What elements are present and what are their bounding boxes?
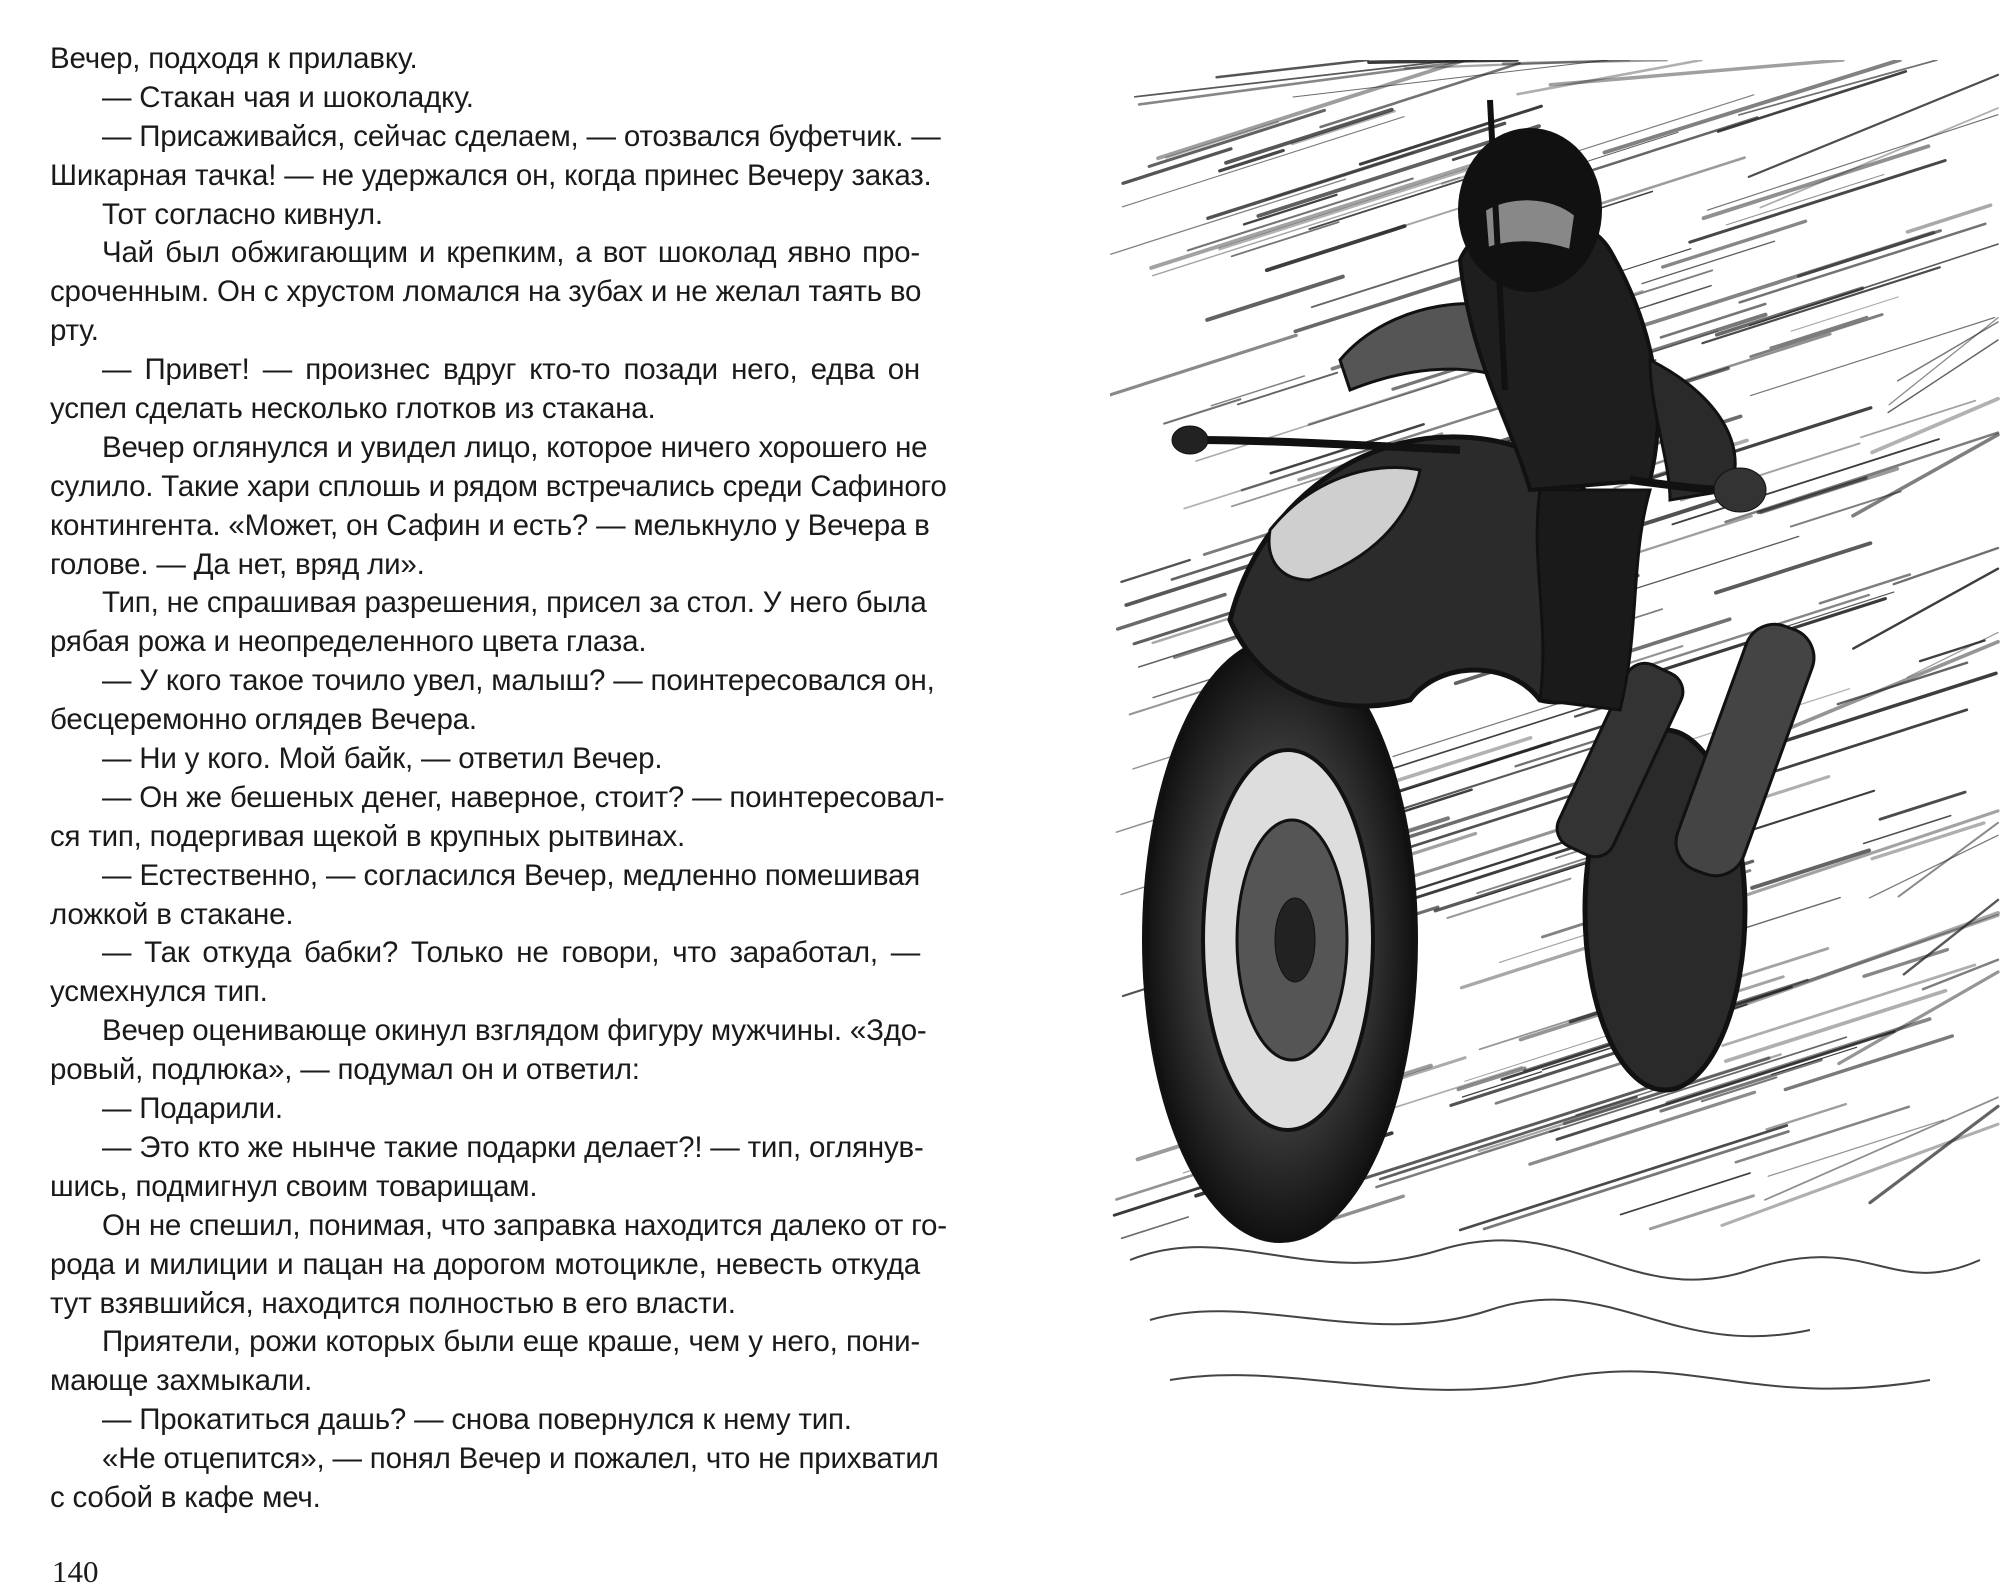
speed-line [1605, 60, 1900, 153]
text-line: — Подарили. [102, 1092, 283, 1126]
text-line: ся тип, подергивая щекой в крупных рытвинах. [50, 819, 685, 853]
speed-line [1380, 1097, 1636, 1179]
text-line: рода и милиции и пацан на дорогом мотоцикле, невесть откуда [50, 1247, 920, 1281]
text-line: — Так откуда бабки? Только не говори, что заработал, — [102, 936, 920, 970]
speed-line [1869, 835, 1998, 898]
text-line: тут взявшийся, находится полностью в его власти. [50, 1286, 736, 1320]
speed-line [1207, 277, 1343, 320]
speed-line [1642, 241, 1775, 283]
text-column [50, 40, 947, 1518]
text-line: Тот согласно кивнул. [102, 197, 383, 231]
text-line: Вечер оценивающе окинул взглядом фигуру мужчины. «Здо- [102, 1014, 927, 1048]
speed-line [1751, 318, 1995, 396]
text-line: ложкой в стакане. [50, 897, 294, 931]
speed-line [1164, 399, 1240, 423]
speed-line [1211, 376, 1304, 406]
speed-line [1904, 900, 1998, 975]
speed-line [1716, 913, 1998, 1015]
speed-line [1749, 75, 1998, 177]
speed-line [1761, 469, 1897, 513]
speed-line [1907, 633, 1998, 678]
ground-splash [1130, 1240, 1980, 1389]
speed-line [1838, 663, 1967, 704]
speed-line [1820, 575, 1910, 604]
speed-line [1716, 543, 1871, 593]
speed-line [1740, 224, 1986, 303]
text-line: Тип, не спрашивая разрешения, присел за стол. У него была [102, 586, 927, 620]
speed-line [1151, 165, 1474, 268]
speed-line [1226, 110, 1392, 163]
text-line: — Ни у кого. Мой байк, — ответил Вечер. [102, 742, 663, 776]
speed-line [1468, 859, 1601, 902]
text-line: Чай был обжигающим и крепким, а вот шоколад явно про- [102, 236, 920, 270]
speed-line [1880, 792, 1965, 819]
motorcycle-illustration [1110, 60, 2000, 1500]
speed-line [1244, 195, 1337, 225]
text-line: Вечер оглянулся и увидел лицо, которое ничего хорошего не [102, 430, 928, 464]
speed-line [1114, 1187, 1201, 1215]
speed-line [1739, 60, 1937, 115]
speed-line [1770, 317, 1867, 348]
speed-line [1690, 161, 1945, 243]
text-line: Он не спешил, понимая, что заправка находится далеко от го- [102, 1208, 947, 1242]
speed-line [1122, 1217, 1189, 1238]
speed-line [1767, 1104, 1846, 1129]
text-line: с собой в кафе меч. [50, 1480, 321, 1514]
speed-line [1907, 205, 1990, 232]
speed-line [1376, 1129, 1559, 1188]
speed-line [1894, 548, 1998, 584]
speed-line [1704, 146, 1929, 218]
speed-line [1752, 850, 1869, 888]
speed-line [1718, 71, 1906, 131]
speed-line [1853, 569, 1998, 649]
speed-line [1923, 960, 1998, 990]
speed-line [1707, 115, 1998, 211]
motorcycle [1145, 100, 1822, 1240]
text-line: сроченным. Он с хрустом ломался на зубах и не желал таять во [50, 275, 922, 309]
speed-line [1217, 60, 1368, 77]
text-line: — Он же бешеных денег, наверное, стоит? — поинтересовал- [102, 780, 945, 814]
text-line: — У кого такое точило увел, малыш? — поинтересовался он, [102, 664, 935, 698]
text-line: бесцеремонно оглядев Вечера. [50, 703, 477, 737]
speed-line [1518, 60, 1702, 94]
text-line: — Естественно, — согласился Вечер, медленно помешивая [102, 858, 920, 892]
speed-line [1238, 373, 1337, 405]
text-line: — Прокатиться дашь? — снова повернулся к нему тип. [102, 1403, 852, 1437]
text-line: Шикарная тачка! — не удержался он, когда принес Вечеру заказ. [50, 158, 932, 192]
text-line: «Не отцепится», — понял Вечер и пожалел, что не прихватил [102, 1442, 939, 1476]
text-line: — Присаживайся, сейчас сделаем, — отозвался буфетчик. — [102, 119, 941, 153]
text-line: усмехнулся тип. [50, 975, 268, 1009]
text-line: Вечер, подходя к прилавку. [50, 42, 418, 75]
speed-line [1484, 1132, 1788, 1229]
text-line: шись, подмигнул своим товарищам. [50, 1169, 538, 1203]
speed-line [1898, 322, 1998, 381]
text-line: — Привет! — произнес вдруг кто-то позади него, едва он [102, 353, 920, 387]
speed-line [1872, 823, 1984, 859]
text-line: рябая рожа и неопределенного цвета глаза. [50, 625, 647, 659]
text-line: успел сделать несколько глотков из стакана. [50, 392, 656, 426]
speed-line [1158, 60, 1464, 158]
text-line: рту. [50, 314, 99, 348]
speed-line [1750, 244, 1998, 325]
text-line: — Стакан чая и шоколадку. [102, 80, 474, 114]
text-line: мающе захмыкали. [50, 1364, 313, 1398]
text-line: контингента. «Может, он Сафин и есть? — мелькнуло у Вечера в [50, 508, 930, 542]
speed-line [1447, 879, 1570, 918]
speed-line [1726, 175, 1884, 225]
text-line: Приятели, рожи которых были еще краше, чем у него, пони- [102, 1325, 920, 1359]
speed-line [1110, 335, 1296, 395]
page-number: 140 [52, 1554, 99, 1589]
text-line: ровый, подлюка», — подумал он и ответил: [50, 1053, 640, 1087]
speed-line [1765, 1097, 1998, 1200]
text-line: сулило. Такие хари сплошь и рядом встречались среди Сафиного [50, 469, 947, 503]
speed-line [1121, 560, 1189, 582]
speed-line [1870, 1106, 1998, 1202]
text-line: — Это кто же нынче такие подарки делает?! — тип, оглянув- [102, 1130, 924, 1164]
text-line: голове. — Да нет, вряд ли». [50, 547, 425, 581]
